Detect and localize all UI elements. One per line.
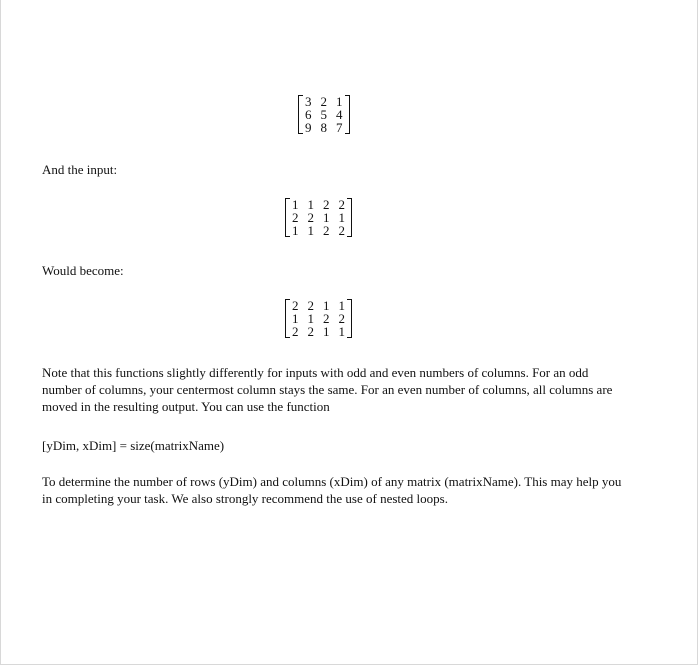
matrix-cell: 2 bbox=[320, 94, 327, 109]
matrix-cell: 1 bbox=[307, 223, 314, 238]
matrix-cell: 1 bbox=[307, 311, 314, 326]
matrix-cell: 2 bbox=[292, 210, 299, 225]
matrix-cell: 1 bbox=[323, 210, 330, 225]
matrix-cell: 5 bbox=[320, 107, 327, 122]
matrix-cell: 6 bbox=[305, 107, 312, 122]
matrix-cell: 1 bbox=[338, 324, 345, 339]
matrix-cell: 2 bbox=[338, 197, 345, 212]
matrix-cell: 1 bbox=[338, 210, 345, 225]
code-line: [yDim, xDim] = size(matrixName) bbox=[42, 438, 225, 453]
matrix-cell: 2 bbox=[323, 223, 330, 238]
right-bracket bbox=[345, 95, 350, 134]
matrix-cell: 2 bbox=[307, 298, 314, 313]
matrix-cell: 2 bbox=[307, 210, 314, 225]
matrix-cell: 2 bbox=[338, 311, 345, 326]
matrix-cell: 7 bbox=[336, 120, 343, 135]
matrix-cell: 2 bbox=[323, 197, 330, 212]
matrix-cell: 1 bbox=[307, 197, 314, 212]
matrix-cell: 2 bbox=[323, 311, 330, 326]
matrix-output-2 bbox=[285, 299, 352, 338]
determine-paragraph: To determine the number of rows (yDim) and columns (xDim) of any matrix (matrixName). This may help you in completing your task. We also strongly recommend the use of nested loops. bbox=[42, 474, 622, 506]
matrix-cell: 4 bbox=[336, 107, 343, 122]
matrix-cell: 2 bbox=[292, 298, 299, 313]
matrix-grid bbox=[290, 299, 347, 338]
matrix-output-1 bbox=[298, 95, 350, 134]
note-paragraph: Note that this functions slightly differently for inputs with odd and even numbers of columns. For an odd number of columns, your centermost column stays the same. For an even number of columns, all columns are moved in the resulting output. You can use the function bbox=[42, 365, 613, 414]
matrix-cell: 9 bbox=[305, 120, 312, 135]
matrix-cell: 3 bbox=[305, 94, 312, 109]
matrix-cell: 2 bbox=[307, 324, 314, 339]
matrix-cell: 2 bbox=[338, 223, 345, 238]
right-bracket bbox=[347, 299, 352, 338]
matrix-cell: 1 bbox=[323, 324, 330, 339]
matrix-cell: 8 bbox=[320, 120, 327, 135]
matrix-grid bbox=[303, 95, 345, 134]
matrix-cell: 1 bbox=[336, 94, 343, 109]
matrix-grid bbox=[290, 198, 347, 237]
matrix-cell: 1 bbox=[323, 298, 330, 313]
right-bracket bbox=[347, 198, 352, 237]
matrix-cell: 1 bbox=[338, 298, 345, 313]
matrix-cell: 2 bbox=[292, 324, 299, 339]
label-would-become: Would become: bbox=[42, 263, 124, 278]
matrix-input bbox=[285, 198, 352, 237]
label-input: And the input: bbox=[42, 162, 118, 177]
matrix-cell: 1 bbox=[292, 197, 299, 212]
matrix-cell: 1 bbox=[292, 311, 299, 326]
matrix-cell: 1 bbox=[292, 223, 299, 238]
